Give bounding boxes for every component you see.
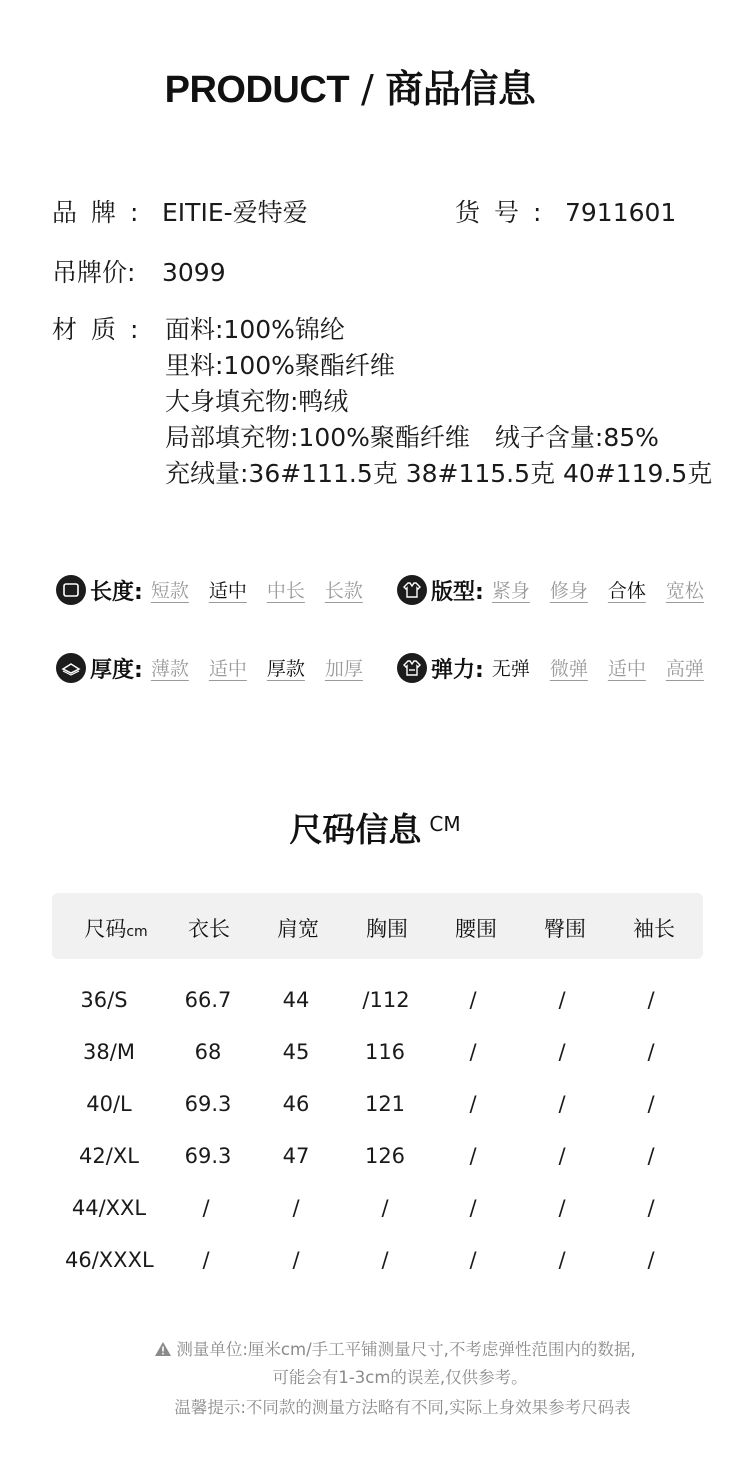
fit-label: 版型:	[431, 579, 484, 605]
table-cell: /	[647, 988, 655, 1012]
table-row	[52, 1188, 703, 1240]
material-line: 面料:100%锦纶	[165, 315, 345, 344]
table-row	[52, 980, 703, 1032]
table-cell: /	[647, 1144, 655, 1168]
length-icon	[56, 575, 86, 605]
material-line: 局部填充物:100%聚酯纤维 绒子含量:85%	[165, 423, 659, 452]
elasticity-label: 弹力:	[431, 657, 484, 683]
table-cell: /	[469, 1144, 477, 1168]
table-cell: /	[469, 1092, 477, 1116]
table-cell: /	[381, 1248, 389, 1272]
table-row	[52, 1136, 703, 1188]
elasticity-attribute	[397, 648, 704, 688]
header-size: 尺码cm	[84, 917, 148, 941]
table-cell: /	[647, 1092, 655, 1116]
table-row	[52, 1084, 703, 1136]
sku-row	[455, 195, 676, 231]
elasticity-options	[492, 654, 704, 682]
thickness-icon	[56, 653, 86, 683]
title-cn: 商品信息	[385, 67, 536, 111]
table-cell: /112	[362, 988, 410, 1012]
table-cell: /	[469, 988, 477, 1012]
header-hip: 臀围	[544, 917, 586, 941]
header-sleeve: 袖长	[633, 917, 675, 941]
material-line: 充绒量:36#111.5克 38#115.5克 40#119.5克	[165, 459, 713, 488]
length-option-long: 长款	[324, 580, 363, 602]
table-cell: /	[647, 1040, 655, 1064]
table-cell: /	[202, 1196, 210, 1220]
length-option-medium: 适中	[208, 580, 247, 602]
sku-label: 货号:	[455, 198, 556, 227]
length-options	[151, 576, 363, 604]
elasticity-option-slight: 微弹	[549, 658, 588, 680]
table-cell: /	[558, 1196, 566, 1220]
table-cell: 40/L	[86, 1092, 132, 1116]
thickness-label: 厚度:	[90, 657, 143, 683]
header-chest: 胸围	[366, 917, 408, 941]
table-cell: 46	[282, 1092, 310, 1116]
table-cell: /	[558, 1248, 566, 1272]
header-waist: 腰围	[455, 917, 497, 941]
table-cell: 116	[364, 1040, 406, 1064]
price-row	[52, 255, 226, 291]
table-cell: 46/XXXL	[65, 1248, 154, 1272]
thickness-attribute	[56, 648, 363, 688]
brand-value: EITIE-爱特爱	[162, 198, 308, 227]
size-table-header	[52, 893, 703, 959]
table-row	[52, 1032, 703, 1084]
material-line: 里料:100%聚酯纤维	[165, 351, 395, 380]
thickness-option-extra-thick: 加厚	[324, 658, 363, 680]
table-cell: 69.3	[184, 1092, 232, 1116]
table-cell: /	[558, 988, 566, 1012]
table-cell: 66.7	[184, 988, 232, 1012]
table-cell: /	[202, 1248, 210, 1272]
table-cell: 69.3	[184, 1144, 232, 1168]
sku-value: 7911601	[565, 198, 677, 227]
table-cell: /	[558, 1040, 566, 1064]
table-cell: /	[647, 1196, 655, 1220]
table-cell: 44/XXL	[71, 1196, 147, 1220]
size-title: 尺码信息	[289, 810, 422, 849]
thickness-option-thin: 薄款	[150, 658, 189, 680]
table-row	[52, 1240, 703, 1292]
fit-option-regular: 合体	[607, 580, 646, 602]
table-cell: /	[469, 1040, 477, 1064]
warning-icon	[154, 1341, 172, 1361]
price-value: 3099	[162, 258, 226, 287]
fit-option-loose: 宽松	[665, 580, 704, 602]
table-cell: /	[469, 1248, 477, 1272]
elasticity-option-none: 无弹	[491, 658, 530, 680]
material-label: 材质:	[52, 315, 153, 344]
header-size-unit: cm	[126, 924, 148, 940]
table-cell: 36/S	[80, 988, 128, 1012]
table-cell: /	[558, 1144, 566, 1168]
table-cell: 68	[194, 1040, 222, 1064]
fit-options	[492, 576, 704, 604]
price-label: 吊牌价:	[52, 258, 136, 287]
note-line-1: 测量单位:厘米cm/手工平铺测量尺寸,不考虑弹性范围内的数据,	[176, 1340, 636, 1359]
fit-attribute	[397, 570, 704, 610]
title-slash: /	[361, 67, 374, 111]
title-en: PRODUCT	[164, 69, 350, 111]
size-section-title	[0, 804, 750, 851]
table-cell: /	[647, 1248, 655, 1272]
elasticity-option-high: 高弹	[665, 658, 704, 680]
table-cell: /	[381, 1196, 389, 1220]
note-line-3: 温馨提示:不同款的测量方法略有不同,实际上身效果参考尺码表	[174, 1398, 631, 1417]
table-cell: /	[292, 1248, 300, 1272]
material-details	[165, 312, 712, 492]
header-shoulder: 肩宽	[277, 917, 319, 941]
length-option-short: 短款	[150, 580, 189, 602]
table-cell: 42/XL	[79, 1144, 139, 1168]
length-attribute	[56, 570, 363, 610]
measurement-note	[0, 1336, 750, 1361]
length-label: 长度:	[90, 579, 143, 605]
material-line: 大身填充物:鸭绒	[165, 387, 349, 416]
size-table-body	[52, 980, 703, 1280]
fit-option-tight: 紧身	[491, 580, 530, 602]
table-cell: 38/M	[83, 1040, 135, 1064]
elasticity-icon	[397, 653, 427, 683]
thickness-option-thick: 厚款	[266, 658, 305, 680]
page-title	[0, 58, 700, 113]
table-cell: 45	[282, 1040, 310, 1064]
table-cell: /	[558, 1092, 566, 1116]
header-length: 衣长	[188, 917, 230, 941]
table-cell: 47	[282, 1144, 310, 1168]
table-cell: 121	[364, 1092, 406, 1116]
table-cell: 44	[282, 988, 310, 1012]
fit-icon	[397, 575, 427, 605]
brand-label: 品牌:	[52, 198, 153, 227]
size-unit: CM	[429, 812, 461, 836]
note-line-2: 可能会有1-3cm的误差,仅供参考。	[272, 1368, 528, 1387]
brand-row	[52, 195, 308, 231]
fit-option-slim: 修身	[549, 580, 588, 602]
table-cell: /	[469, 1196, 477, 1220]
thickness-options	[151, 654, 363, 682]
elasticity-option-medium: 适中	[607, 658, 646, 680]
thickness-option-medium: 适中	[208, 658, 247, 680]
length-option-mid-long: 中长	[266, 580, 305, 602]
table-cell: 126	[364, 1144, 406, 1168]
table-cell: /	[292, 1196, 300, 1220]
